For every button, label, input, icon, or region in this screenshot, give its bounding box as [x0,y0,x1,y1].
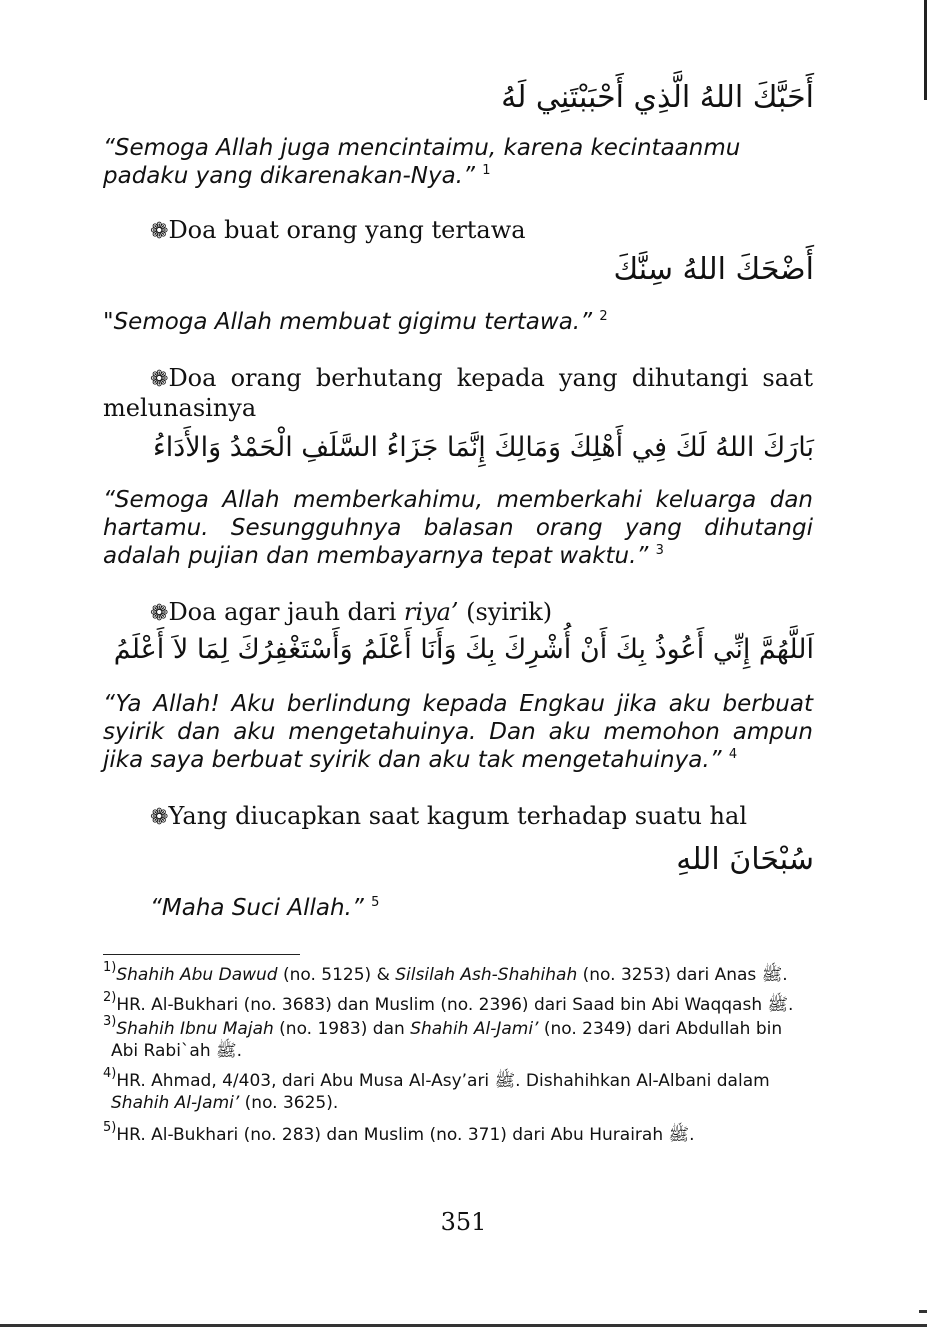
arabic-dua-riya: اَللَّهُمَّ إِنِّي أَعُوذُ بِكَ أَنْ أُشْرِكَ بِكَ وَأَنَا أَعْلَمُ وَأَسْتَغْفِرُكَ لِمَا لاَ أَعْلَمُ [113,634,814,665]
arabic-dua-laughing: أَضْحَكَ اللهُ سِنَّكَ [613,252,814,287]
translation-love: “Semoga Allah juga mencintaimu, karena kecintaanmu padaku yang dikarenakan-Nya.” $^1$ [103,135,741,189]
heading-laughing: ❁Doa buat orang yang tertawa [150,216,526,244]
arabic-dua-debt: بَارَكَ اللهُ لَكَ فِي أَهْلِكَ وَمَالِكَ إِنَّمَا جَزَاءُ السَّلَفِ الْحَمْدُ وَالأَدَاءُ [153,432,814,463]
translation-amazement: “Maha Suci Allah.” $^5$ [150,895,380,921]
translation-laughing: "Semoga Allah membuat gigimu tertawa.” $^2$ [103,309,608,335]
heading-debt: ❁Doa orang berhutang kepada yang dihutangi saat melunasinya [103,364,813,422]
arabic-dua-love: أَحَبَّكَ اللهُ الَّذِي أَحْبَبْتَنِي لَهُ [501,80,814,115]
footnote-ref: 3 [655,543,664,558]
footnote-5: $^{5)}$HR. Al-Bukhari (no. 283) dan Muslim (no. 371) dari Abu Hurairah ﷺ. [103,1120,695,1145]
footnote-4: $^{4)}$HR. Ahmad, 4/403, dari Abu Musa Al-Asy’ari ﷺ. Dishahihkan Al-Albani dalam Shahih Al-Jami’ (no. 3625). [103,1066,770,1113]
heading-riya: ❁Doa agar jauh dari riya’ (syirik) [150,598,553,626]
footnote-3: $^{3)}$Shahih Ibnu Majah (no. 1983) dan Shahih Al-Jami’ (no. 2349) dari Abdullah bin Abi Rabi`ah ﷺ. [103,1014,783,1061]
flower-ornament-icon: ❁ [150,367,169,392]
footnote-divider [103,954,300,955]
footnote-ref: 1 [482,163,491,178]
page-corner-mark [919,1310,927,1313]
heading-amazement: ❁Yang diucapkan saat kagum terhadap suatu hal [150,802,747,830]
footnote-1: $^{1)}$Shahih Abu Dawud (no. 5125) & Silsilah Ash-Shahihah (no. 3253) dari Anas ﷺ. [103,960,788,985]
arabic-dua-amazement: سُبْحَانَ اللهِ [676,842,814,877]
flower-ornament-icon: ❁ [150,805,169,830]
footnote-ref: 2 [599,309,608,324]
footnote-2: $^{2)}$HR. Al-Bukhari (no. 3683) dan Muslim (no. 2396) dari Saad bin Abi Waqqash ﷺ. [103,990,794,1015]
translation-debt: “Semoga Allah memberkahimu, memberkahi keluarga dan hartamu. Sesungguhnya balasan orang yang dihutangi adalah pujian dan membayarnya tepat waktu.” $^3$ [103,487,813,569]
page-number: 351 [440,1208,487,1236]
footnote-ref: 4 [728,747,738,762]
footnote-ref: 5 [371,895,380,910]
translation-riya: “Ya Allah! Aku berlindung kepada Engkau jika aku berbuat syirik dan aku mengetahuinya. Dan aku memohon ampun jika saya berbuat syirik dan aku tak mengetahuinya.” $^4$ [103,691,813,773]
flower-ornament-icon: ❁ [150,219,169,244]
flower-ornament-icon: ❁ [150,601,169,626]
